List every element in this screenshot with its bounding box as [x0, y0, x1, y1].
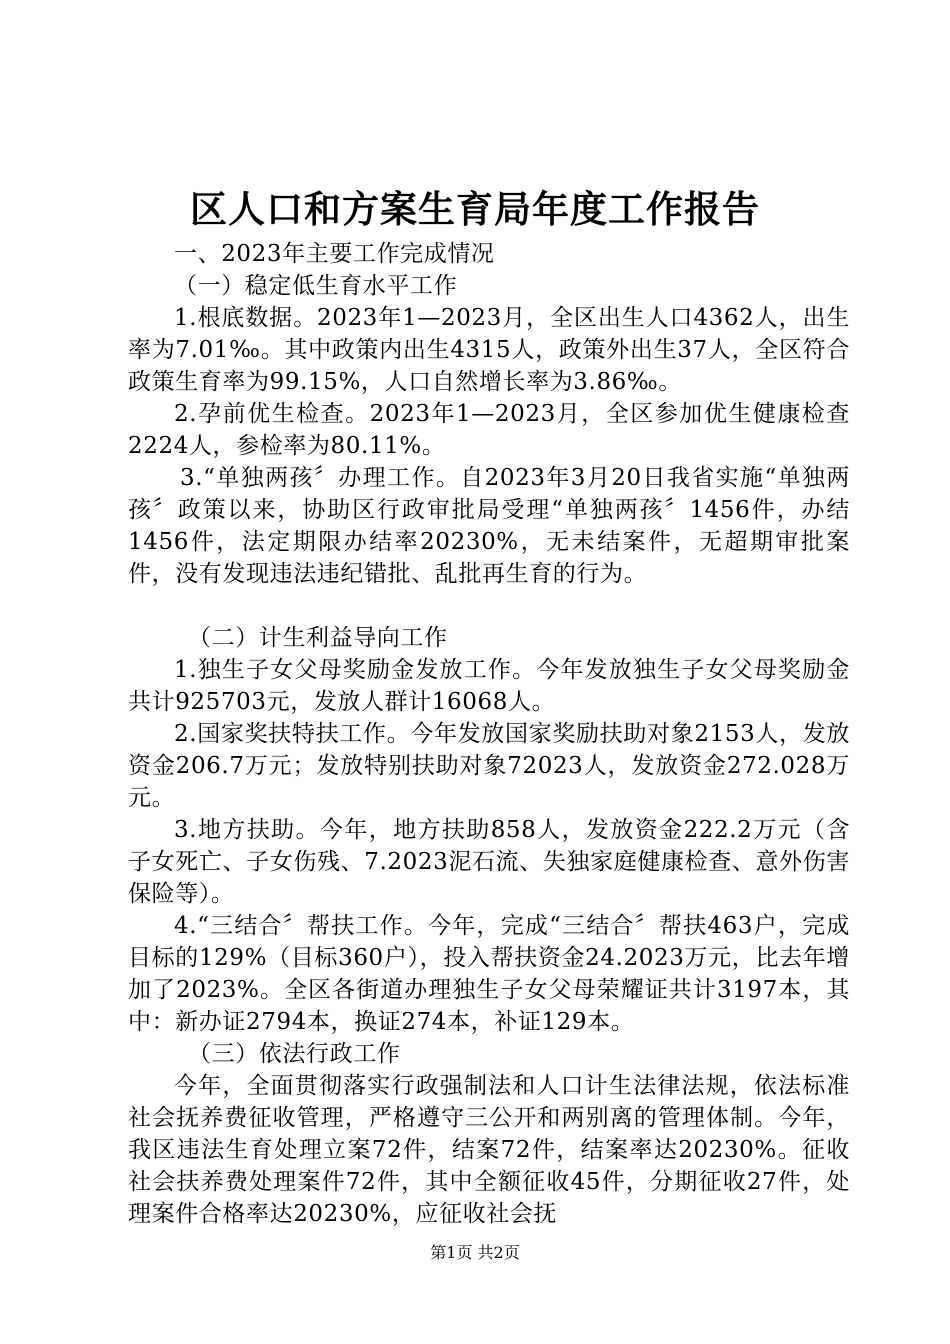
subsection-heading: （一）稳定低生育水平工作: [174, 273, 458, 299]
section-heading-1: 一、2023年主要工作完成情况: [174, 241, 495, 267]
paragraph: 今年，全面贯彻落实行政强制法和人口计生法律法规，依法标准社会抚养费征收管理，严格遵守三公开和两别离的管理体制。今年，我区违法生育处理立案72件，结案72件，结案率达20230%。征收社会扶养费处理案件72件，其中全额征收45件，分期征收27件，处理案件合格率达20230%，应征收社会抚: [128, 1073, 850, 1227]
paragraph: 3.“单独两孩〞办理工作。自2023年3月20日我省实施“单独两孩〞政策以来，协助区行政审批局受理“单独两孩〞1456件，办结1456件，法定期限办结率20230%，无未结案件，无超期审批案件，没有发现违法违纪错批、乱批再生育的行为。: [128, 465, 850, 587]
blank-line: [128, 590, 850, 622]
page-number-footer: 第1页 共2页: [430, 1243, 520, 1262]
paragraph: 2.孕前优生检查。2023年1—2023月，全区参加优生健康检查2224人，参检率为80.11%。: [128, 401, 850, 459]
document-title: 区人口和方案生育局年度工作报告: [190, 187, 760, 231]
document-body: [128, 238, 850, 1230]
paragraph: 1.根底数据。2023年1—2023月，全区出生人口4362人，出生率为7.01‰。其中政策内出生4315人，政策外出生37人，全区符合政策生育率为99.15%，人口自然增长率为3.86‰。: [128, 305, 850, 395]
paragraph: 4.“三结合〞帮扶工作。今年，完成“三结合〞帮扶463户，完成目标的129%（目标360户），投入帮扶资金24.2023万元，比去年增加了2023%。全区各街道办理独生子女父母荣耀证共计3197本，其中：新办证2794本，换证274本，补证129本。: [128, 913, 850, 1035]
subsection-heading: （三）依法行政工作: [188, 1041, 401, 1067]
subsection-heading: （二）计生利益导向工作: [188, 625, 448, 651]
paragraph: 1.独生子女父母奖励金发放工作。今年发放独生子女父母奖励金共计925703元，发放人群计16068人。: [128, 657, 850, 715]
paragraph: 2.国家奖扶特扶工作。今年发放国家奖励扶助对象2153人，发放资金206.7万元；发放特别扶助对象72023人，发放资金272.028万元。: [128, 721, 850, 811]
paragraph: 3.地方扶助。今年，地方扶助858人，发放资金222.2万元（含子女死亡、子女伤残、7.2023泥石流、失独家庭健康检查、意外伤害保险等）。: [128, 817, 850, 907]
